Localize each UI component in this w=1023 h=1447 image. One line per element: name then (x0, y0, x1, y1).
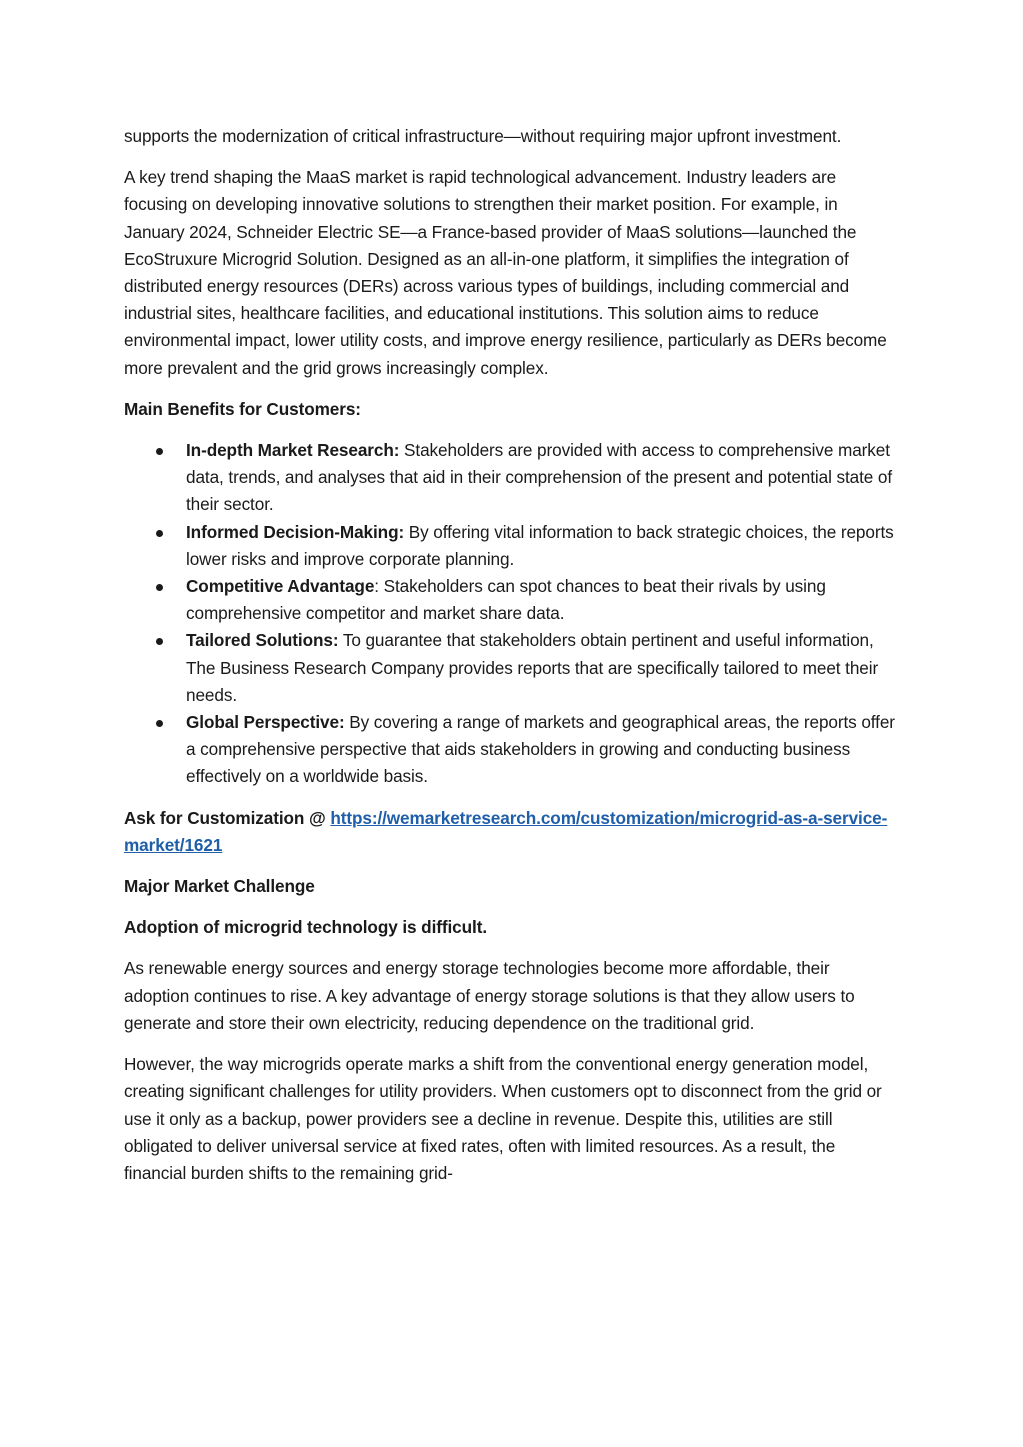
benefit-text: : Stakeholders can spot chances to beat their rivals by using comprehensive competitor and market share data. (186, 576, 826, 624)
customization-link[interactable]: https://wemarketresearch.com/customization/microgrid-as-a-service-market/1621 (124, 807, 888, 855)
benefit-title: In-depth Market Research: (186, 440, 400, 461)
bullet-icon (156, 720, 163, 727)
bullet-icon (156, 530, 163, 537)
list-item-benefit (124, 437, 899, 519)
challenge-heading: Major Market Challenge (124, 876, 315, 897)
benefit-title: Global Perspective: (186, 712, 345, 733)
bullet-icon (156, 584, 163, 591)
document-page (124, 123, 899, 1201)
paragraph-maas-trend: A key trend shaping the MaaS market is rapid technological advancement. Industry leaders are focusing on developing innovative solutions to strengthen their market position. For example, in January 2024, Schneider Electric SE—a France-based provider of MaaS solutions—launched the EcoStruxure Microgrid Solution. Designed as an all-in-one platform, it simplifies the integration of distributed energy resources (DERs) across various types of buildings, including commercial and industrial sites, healthcare facilities, and educational institutions. This solution aims to reduce environmental impact, lower utility costs, and improve energy resilience, particularly as DERs become more prevalent and the grid grows increasingly complex. (124, 167, 887, 378)
benefits-heading: Main Benefits for Customers: (124, 398, 361, 419)
paragraph-adoption: As renewable energy sources and energy storage technologies become more affordable, their adoption continues to rise. A key advantage of energy storage solutions is that they allow users to generate and store their own electricity, reducing dependence on the traditional grid. (124, 958, 855, 1033)
benefit-text: To guarantee that stakeholders obtain pertinent and useful information, The Business Research Company provides reports that are specifically tailored to meet their needs. (186, 630, 879, 705)
benefit-title: Competitive Advantage (186, 576, 375, 597)
list-item-benefit (124, 519, 899, 573)
benefit-text: Stakeholders are provided with access to comprehensive market data, trends, and analyses that aid in their comprehension of the present and potential state of their sector. (186, 440, 893, 515)
benefit-text: By covering a range of markets and geographical areas, the reports offer a comprehensive perspective that aids stakeholders in growing and conducting business effectively on a worldwide basis. (186, 712, 895, 787)
challenge-subheading: Adoption of microgrid technology is difficult. (124, 917, 488, 938)
list-item-benefit (124, 573, 899, 627)
paragraph-utility-challenge: However, the way microgrids operate marks a shift from the conventional energy generation model, creating significant challenges for utility providers. When customers opt to disconnect from the grid or use it only as a backup, power providers see a decline in revenue. Despite this, utilities are still obligated to deliver universal service at fixed rates, often with limited resources. As a result, the financial burden shifts to the remaining grid- (124, 1054, 882, 1183)
list-item-benefit (124, 709, 899, 791)
benefit-text: By offering vital information to back strategic choices, the reports lower risks and improve corporate planning. (186, 521, 894, 569)
benefits-list (124, 437, 899, 791)
benefit-title: Tailored Solutions: (186, 630, 339, 651)
customization-line (124, 805, 899, 859)
bullet-icon (156, 638, 163, 645)
bullet-icon (156, 448, 163, 455)
list-item-benefit (124, 627, 899, 709)
paragraph-intro-continuation: supports the modernization of critical infrastructure—without requiring major upfront investment. (124, 126, 842, 146)
benefit-title: Informed Decision-Making: (186, 521, 405, 542)
customization-label: Ask for Customization @ (124, 807, 331, 828)
